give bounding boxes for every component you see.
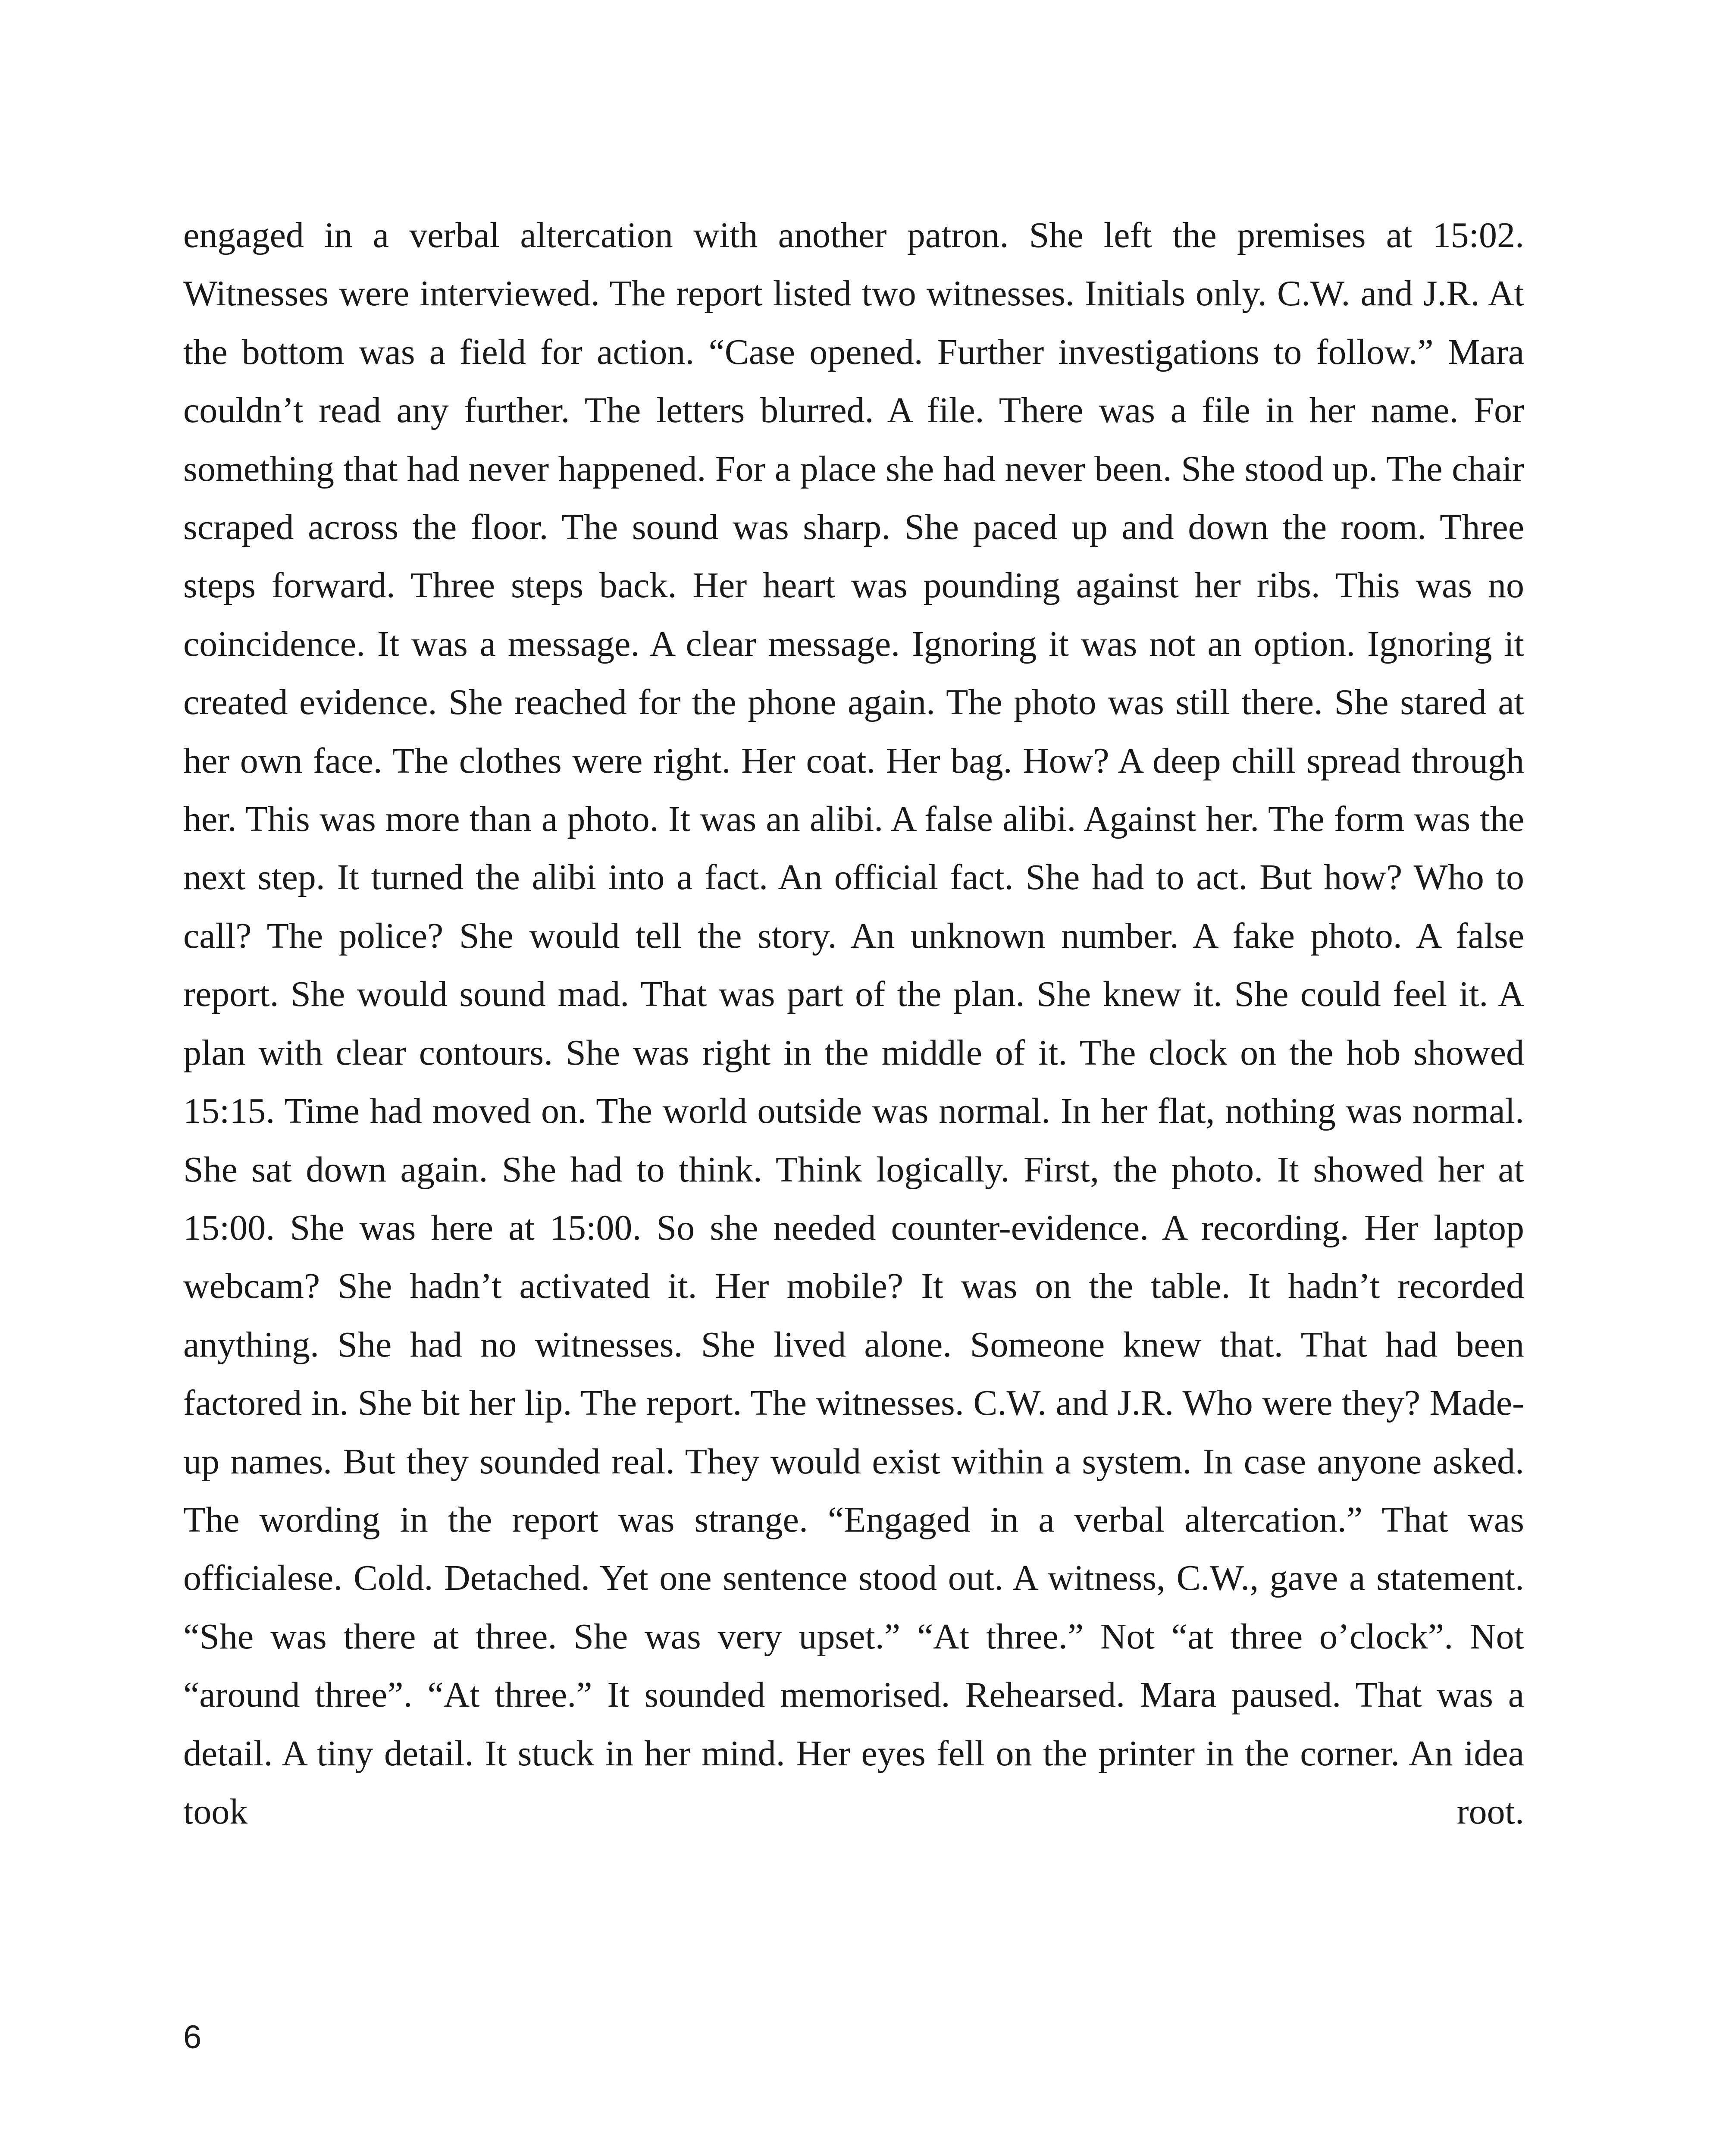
body-paragraph: engaged in a verbal altercation with another patron. She left the premises at 15:02. Witnesses were interviewed. The report listed two witnesses. Initials only. C.W. and J.R. At the bottom was a field for action. “Case opened. Further investigations to follow.” Mara couldn’t read any further. The letters blurred. A file. There was a file in her name. For something that had never happened. For a place she had never been. She stood up. The chair scraped across the floor. The sound was sharp. She paced up and down the room. Three steps forward. Three steps back. Her heart was pounding against her ribs. This was no coincidence. It was a message. A clear message. Ignoring it was not an option. Ignoring it created evidence. She reached for the phone again. The photo was still there. She stared at her own face. The clothes were right. Her coat. Her bag. How? A deep chill spread through her. This was more than a photo. It was an alibi. A false alibi. Against her. The form was the next step. It turned the alibi into a fact. An official fact. She had to act. But how? Who to call? The police? She would tell the story. An unknown number. A fake photo. A false report. She would sound mad. That was part of the plan. She knew it. She could feel it. A plan with clear contours. She was right in the middle of it. The clock on the hob showed 15:15. Time had moved on. The world outside was normal. In her flat, nothing was normal. She sat down again. She had to think. Think logically. First, the photo. It showed her at 15:00. She was here at 15:00. So she needed counter-evidence. A recording. Her laptop webcam? She hadn’t activated it. Her mobile? It was on the table. It hadn’t recorded anything. She had no witnesses. She lived alone. Someone knew that. That had been factored in. She bit her lip. The report. The witnesses. C.W. and J.R. Who were they? Made-up names. But they sounded real. They would exist within a system. In case anyone asked. The wording in the report was strange. “Engaged in a verbal altercation.” That was officialese. Cold. Detached. Yet one sentence stood out. A witness, C.W., gave a statement. “She was there at three. She was very upset.” “At three.” Not “at three o’clock”. Not “around three”. “At three.” It sounded memorised. Rehearsed. Mara paused. That was a detail. A tiny detail. It stuck in her mind. Her eyes fell on the printer in the corner. An idea took root.: [183, 215, 1524, 1832]
page-number: 6: [183, 2019, 202, 2056]
